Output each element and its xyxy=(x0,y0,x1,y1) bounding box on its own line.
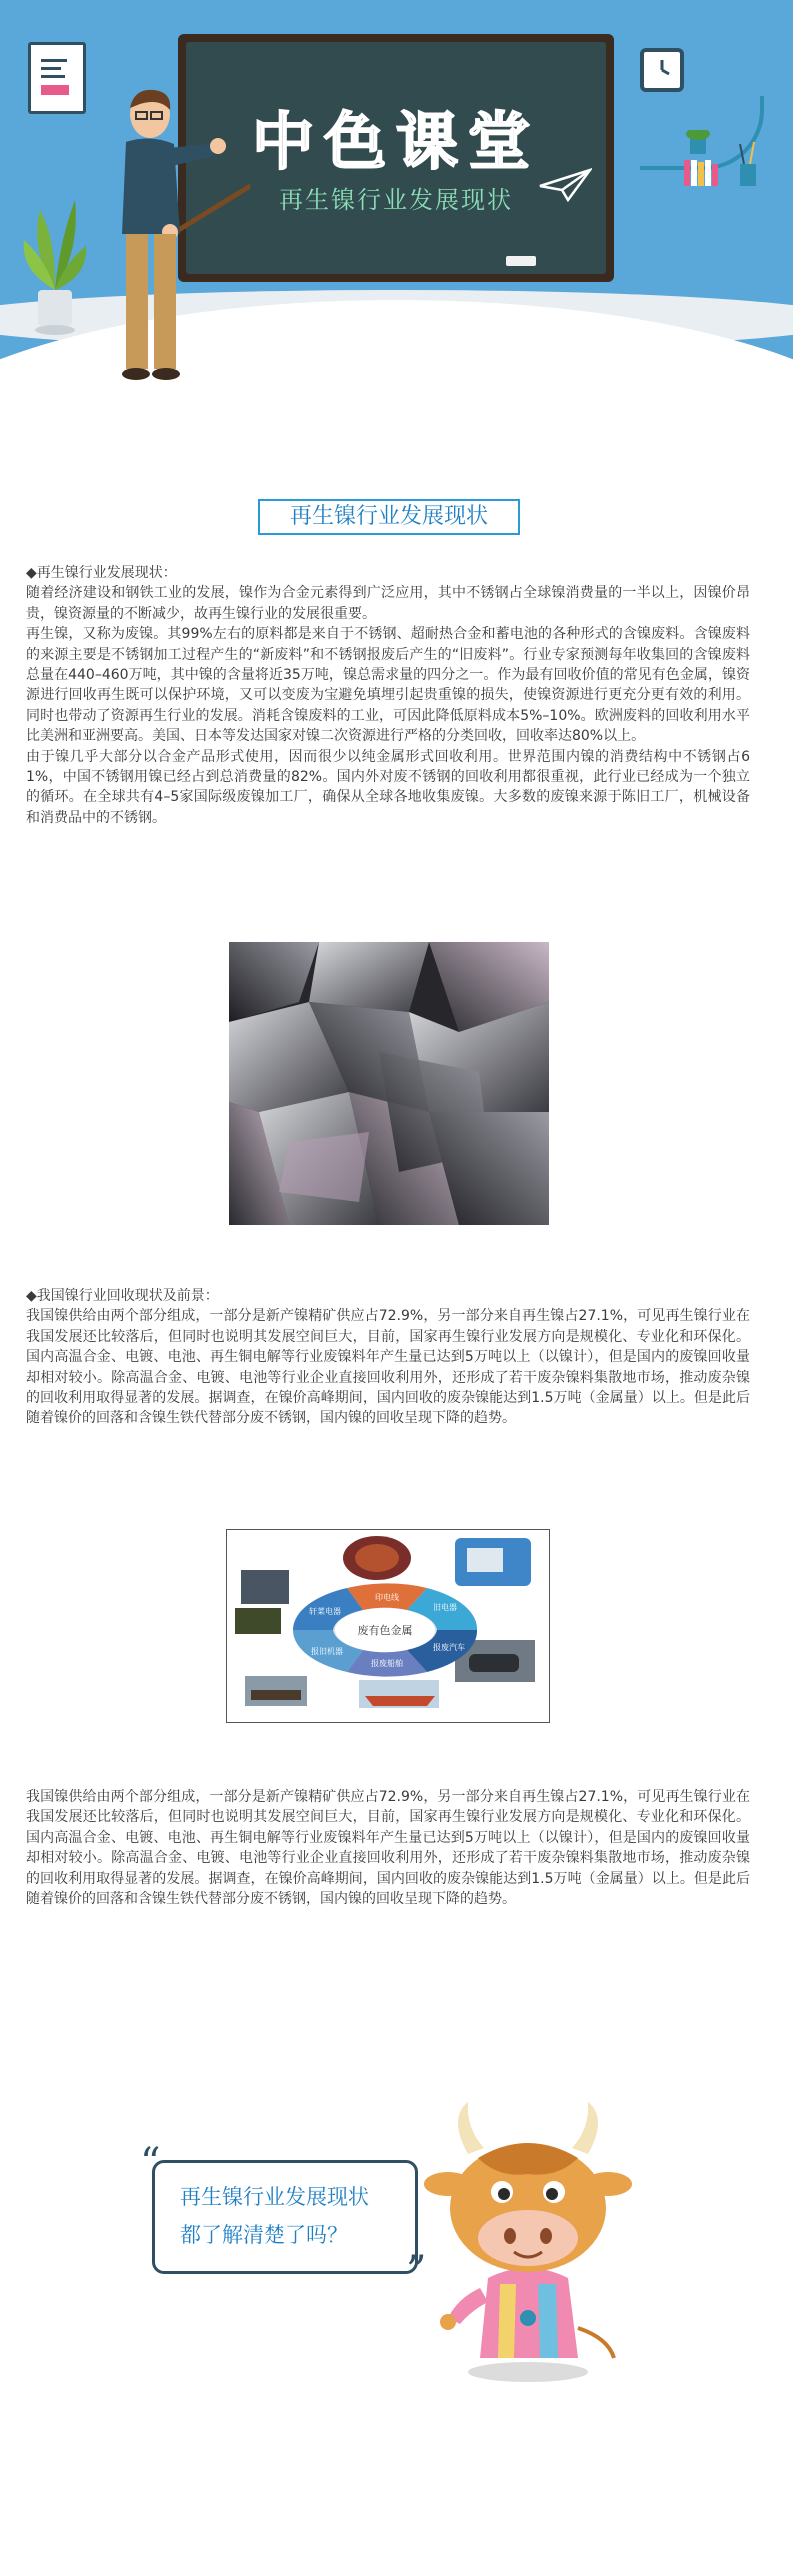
nickel-scrap-photo xyxy=(229,942,549,1225)
hero-title: 中色课堂 xyxy=(251,105,540,178)
section-title: 再生镍行业发展现状 xyxy=(258,499,520,535)
cow-mascot-illustration xyxy=(418,2088,668,2388)
scrap-metal-diagram xyxy=(226,1529,550,1723)
close-quote-icon: ” xyxy=(406,2248,427,2294)
recovery-heading: ◆我国镍行业回收现状及前景： xyxy=(26,1288,219,1304)
intro-text xyxy=(26,563,750,828)
teacher-illustration xyxy=(80,84,250,404)
closing-line: 再生镍行业发展现状 xyxy=(180,2185,369,2209)
paper-plane-icon xyxy=(538,168,592,202)
closing-line: 都了解清楚了吗？ xyxy=(180,2223,348,2247)
books-plant-icon xyxy=(680,130,790,190)
hero-subtitle: 再生镍行业发展现状 xyxy=(279,186,513,214)
diagram-segment-label: 报废船舶 xyxy=(371,1659,403,1668)
recovery-paragraph: 我国镍供给由两个部分组成，一部分是新产镍精矿供应占72.9%，另一部分来自再生镍占27.1%，可见再生镍行业在我国发展还比较落后，但同时也说明其发展空间巨大，目前，国家再生镍行业发展方向是规模化、专业化和环保化。国内高温合金、电镀、电池、再生铜电解等行业废镍料年产生量已达到5万吨以上（以镍计），但是国内的废镍回收量却相对较小。除高温合金、电镀、电池等行业企业直接回收利用外，还形成了若干废杂镍料集散地市场，推动废杂镍的回收利用取得显著的发展。据调查，在镍价高峰期间，国内回收的废杂镍能达到1.5万吨（金属量）以上。但是此后随着镍价的回落和含镍生铁代替部分废不锈钢，国内镍的回收呈现下降的趋势。 xyxy=(26,1308,750,1427)
diagram-segment-label: 旧电器 xyxy=(433,1603,457,1612)
chalk-icon xyxy=(506,256,536,266)
clock-icon xyxy=(640,48,684,92)
potted-plant-icon xyxy=(20,190,90,340)
wall-picture-icon xyxy=(28,42,86,114)
diagram-segment-label: 报旧机器 xyxy=(311,1647,343,1656)
hero-banner xyxy=(0,0,793,440)
repeat-text xyxy=(26,1787,750,1909)
recovery-text xyxy=(26,1286,750,1429)
diagram-center-label: 废有色金属 xyxy=(357,1624,413,1637)
diagram-segment-label: 报废汽车 xyxy=(433,1643,465,1652)
repeat-paragraph: 我国镍供给由两个部分组成，一部分是新产镍精矿供应占72.9%，另一部分来自再生镍占27.1%，可见再生镍行业在我国发展还比较落后，但同时也说明其发展空间巨大，目前，国家再生镍行业发展方向是规模化、专业化和环保化。国内高温合金、电镀、电池、再生铜电解等行业废镍料年产生量已达到5万吨以上（以镍计），但是国内的废镍回收量却相对较小。除高温合金、电镀、电池等行业企业直接回收利用外，还形成了若干废杂镍料集散地市场，推动废杂镍的回收利用取得显著的发展。据调查，在镍价高峰期间，国内回收的废杂镍能达到1.5万吨（金属量）以上。但是此后随着镍价的回落和含镍生铁代替部分废不锈钢，国内镍的回收呈现下降的趋势。 xyxy=(26,1789,750,1908)
speech-bubble xyxy=(152,2160,418,2274)
intro-paragraph: 再生镍，又称为废镍。其99%左右的原料都是来自于不锈钢、超耐热合金和蓄电池的各种形式的含镍废料。含镍废料的来源主要是不锈钢加工过程产生的“新废料”和不锈钢报废后产生的“旧废料”。行业专家预测每年收集回的含镍废料总量在440–460万吨，其中镍的含量将近35万吨，镍总需求量的四分之一。作为最有回收价值的常见有色金属，镍资源进行回收再生既可以保护环境，又可以变废为宝避免填埋引起贵重镍的损失，使镍资源进行更充分更有效的利用。同时也带动了资源再生行业的发展。消耗含镍废料的工业，可因此降低原料成本5%–10%。欧洲废料的回收利用水平比美洲和亚洲要高。美国、日本等发达国家对镍二次资源进行严格的分类回收，回收率达80%以上。 xyxy=(26,626,750,745)
open-quote-icon: “ xyxy=(140,2140,161,2186)
diagram-segment-label: 轩菜电器 xyxy=(309,1607,341,1616)
intro-paragraph: 由于镍几乎大部分以合金产品形式使用，因而很少以纯金属形式回收利用。世界范围内镍的消费结构中不锈钢占61%，中国不锈钢用镍已经占到总消费量的82%。国内外对废不锈钢的回收利用都很重视，此行业已经成为一个独立的循环。在全球共有4–5家国际级废镍加工厂，确保从全球各地收集废镍。大多数的废镍来源于陈旧工厂，机械设备和消费品中的不锈钢。 xyxy=(26,748,750,826)
intro-heading: ◆再生镍行业发展现状： xyxy=(26,565,177,581)
intro-paragraph: 随着经济建设和钢铁工业的发展，镍作为合金元素得到广泛应用，其中不锈钢占全球镍消费量的一半以上，因镍价昂贵，镍资源量的不断减少，故再生镍行业的发展很重要。 xyxy=(26,585,750,622)
diagram-segment-label: 印电线 xyxy=(375,1593,399,1602)
